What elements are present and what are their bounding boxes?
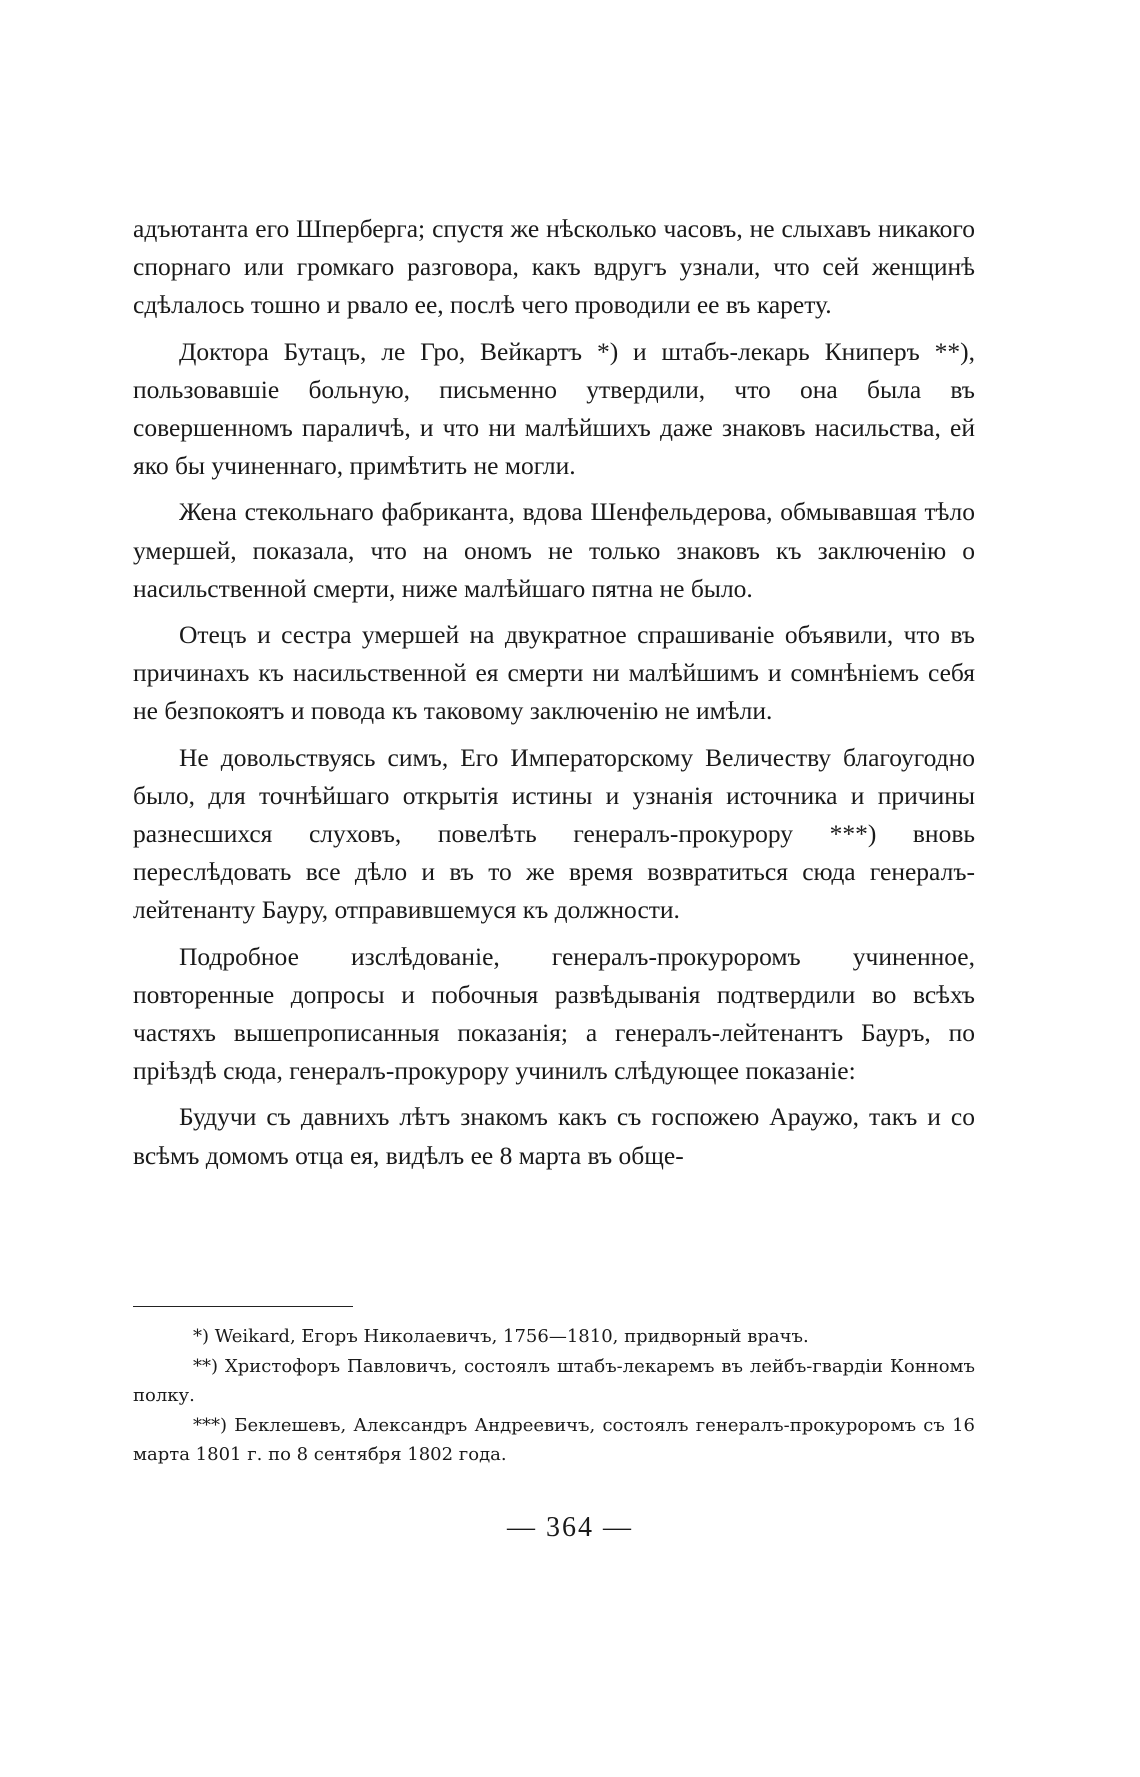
footnote-3: ***) Беклешевъ, Александръ Андреевичъ, состоялъ генералъ-прокуроромъ съ 16 марта 1801 г. по 8 сентября 1802 года. (133, 1414, 975, 1465)
footnotes (133, 1322, 975, 1470)
main-text (133, 210, 975, 1183)
paragraph-6: Подробное изслѣдованіе, генералъ-прокуроромъ учиненное, повторенные допросы и побочныя развѣдыванія подтвердили во всѣхъ частяхъ вышепрописанныя показанія; а генералъ-лейтенантъ Бауръ, по пріѣздѣ сюда, генералъ-прокурору учинилъ слѣдующее показаніе: (133, 941, 975, 1086)
footnote-divider (133, 1306, 353, 1307)
paragraph-4: Отецъ и сестра умершей на двукратное спрашиваніе объявили, что въ причинахъ къ насильственной ея смерти ни малѣйшимъ и сомнѣніемъ себя не безпокоятъ и повода къ таковому заключенію не имѣли. (133, 620, 975, 726)
page-number: — 364 — (507, 1512, 633, 1543)
paragraph-1: адъютанта его Шперберга; спустя же нѣсколько часовъ, не слыхавъ никакого спорнаго или громкаго разговора, какъ вдругъ узнали, что сей женщинѣ сдѣлалось тошно и рвало ее, послѣ чего проводили ее въ карету. (133, 214, 975, 320)
paragraph-5: Не довольствуясь симъ, Его Императорскому Величеству благоугодно было, для точнѣйшаго открытія истины и узнанія источника и причины разнесшихся слуховъ, повелѣть генералъ-прокурору ***) вновь переслѣдовать все дѣло и въ то же время возвратиться сюда генералъ-лейтенанту Бауру, отправившемуся къ должности. (133, 742, 975, 925)
footnote-2: **) Христофоръ Павловичъ, состоялъ штабъ-лекаремъ въ лейбъ-гвардіи Конномъ полку. (133, 1355, 975, 1406)
footnote-1: *) Weikard, Егоръ Николаевичъ, 1756—1810, придворный врачъ. (193, 1326, 809, 1347)
paragraph-7: Будучи съ давнихъ лѣтъ знакомъ какъ съ госпожею Араужо, такъ и со всѣмъ домомъ отца ея, видѣлъ ее 8 марта въ обще- (133, 1102, 975, 1170)
paragraph-2: Доктора Бутацъ, ле Гро, Вейкартъ *) и штабъ-лекарь Книперъ **), пользовавшіе больную, письменно утвердили, что она была въ совершенномъ параличѣ, и что ни малѣйшихъ даже знаковъ насильства, ей яко бы учиненнаго, примѣтить не могли. (133, 336, 975, 481)
paragraph-3: Жена стекольнаго фабриканта, вдова Шенфельдерова, обмывавшая тѣло умершей, показала, что на ономъ не только знаковъ къ заключенію о насильственной смерти, ниже малѣйшаго пятна не было. (133, 497, 975, 603)
